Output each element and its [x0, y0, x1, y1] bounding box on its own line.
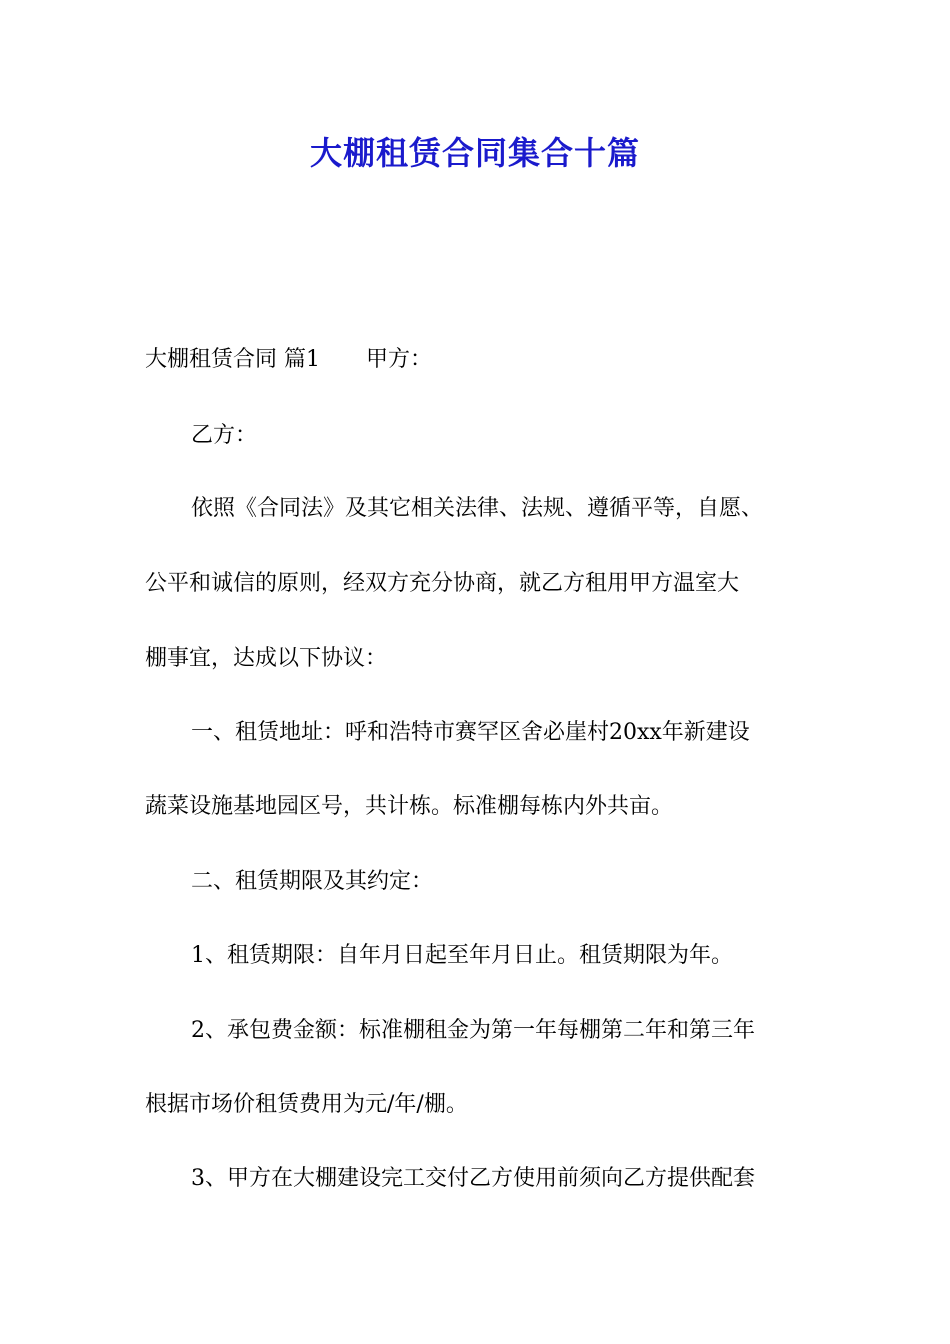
party-a-label: 甲方：	[366, 347, 433, 372]
paragraph-line: 蔬菜设施基地园区号，共计栋。标准棚每栋内外共亩。	[145, 794, 674, 819]
paragraph-line: 一、租赁地址：呼和浩特市赛罕区舍必崖村20xx年新建设	[191, 720, 750, 745]
paragraph-line: 二、租赁期限及其约定：	[191, 869, 434, 894]
document-title: 大棚租赁合同集合十篇	[309, 134, 640, 172]
paragraph-line: 公平和诚信的原则，经双方充分协商，就乙方租用甲方温室大	[145, 571, 740, 596]
paragraph-line: 3、甲方在大棚建设完工交付乙方使用前须向乙方提供配套	[191, 1166, 755, 1191]
contract-part-number: 篇1	[284, 347, 321, 372]
paragraph-line: 1、租赁期限：自年月日起至年月日止。租赁期限为年。	[191, 943, 733, 968]
contract-heading-label: 大棚租赁合同	[145, 347, 278, 372]
party-b-line: 乙方：	[191, 423, 258, 448]
paragraph-line: 根据市场价租赁费用为元/年/棚。	[145, 1092, 468, 1117]
contract-heading-line	[145, 345, 432, 375]
paragraph-line: 棚事宜，达成以下协议：	[145, 646, 388, 671]
paragraph-line: 依照《合同法》及其它相关法律、法规、遵循平等，自愿、	[191, 496, 764, 521]
paragraph-line: 2、承包费金额：标准棚租金为第一年每棚第二年和第三年	[191, 1018, 755, 1043]
